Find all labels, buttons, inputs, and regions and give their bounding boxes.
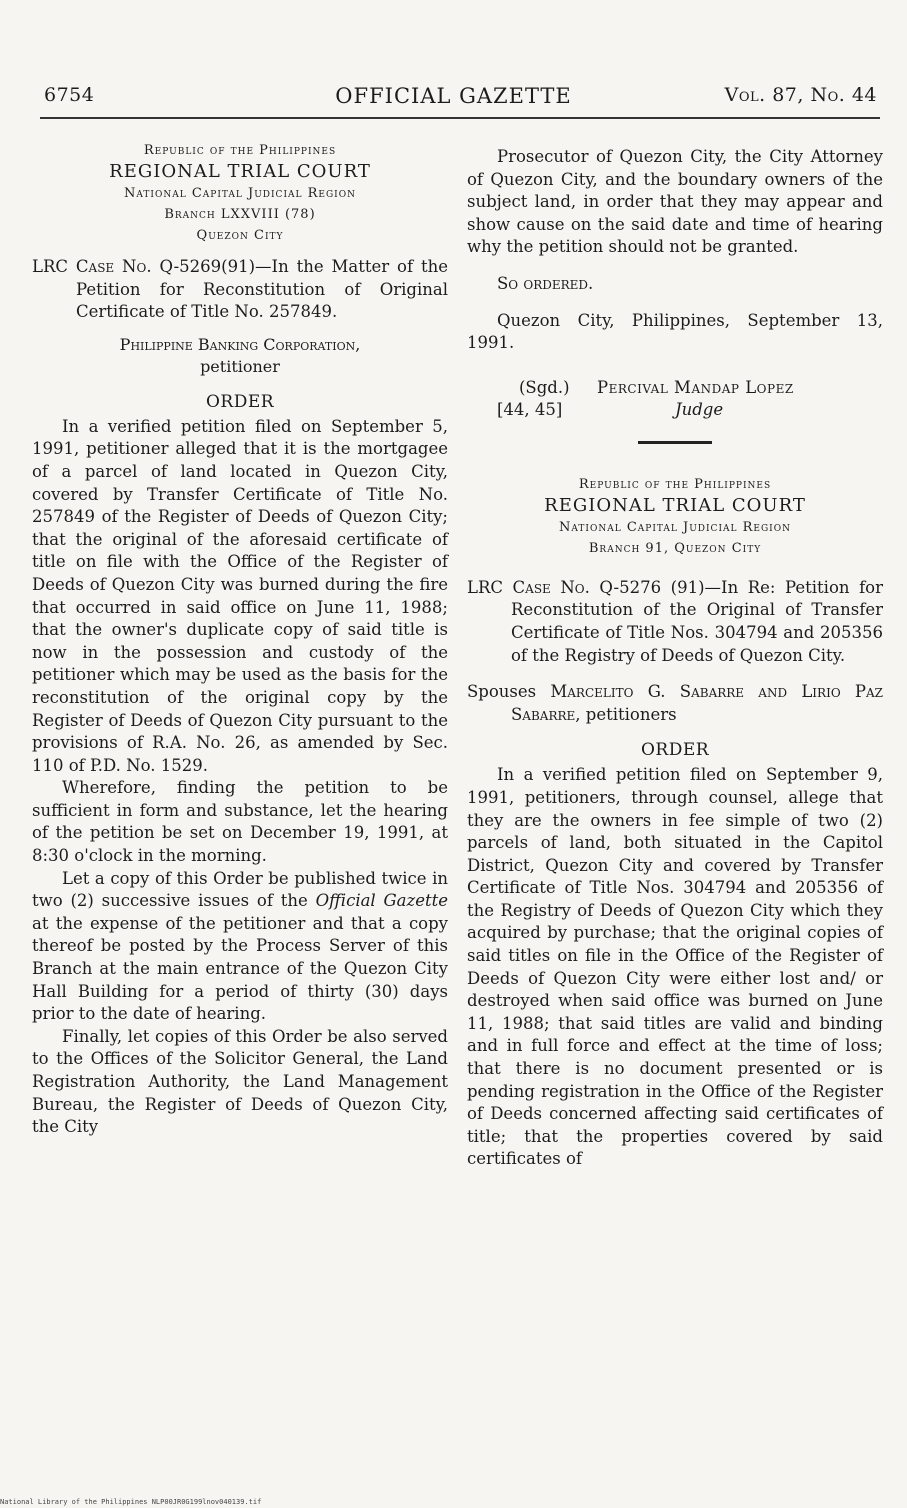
text-span: Let a copy of this Order be published twice in two (2) successive issues of the — [32, 868, 448, 911]
page-number: 6754 — [44, 84, 95, 106]
party-prefix: Spouses — [467, 682, 551, 702]
court-branch: Branch LXXVIII (78) — [164, 207, 316, 222]
case-title — [32, 256, 448, 324]
section-divider — [638, 441, 712, 444]
order-heading: ORDER — [640, 740, 710, 761]
order-paragraph: Prosecutor of Quezon City, the City Attorney of Quezon City, and the boundary owners of the subject land, in order that they may appear and show cause on the said date and time of hearing why the petition should not be granted. — [467, 147, 883, 257]
dateline: Quezon City, Philippines, September 13, 1991. — [467, 310, 883, 353]
court-region: National Capital Judicial Region — [124, 186, 356, 201]
so-ordered: So ordered. — [497, 273, 594, 293]
scan-footer: National Library of the Philippines NLP00JR0G199lnov040139.tif — [0, 1498, 262, 1506]
order-paragraph — [32, 868, 448, 1026]
text-span: at the expense of the petitioner and that a copy thereof be posted by the Process Server of this Branch at the main entrance of the Quezon City Hall Building for a period of thirty (30) days prior to the date of hearing. — [32, 913, 448, 1024]
gazette-title: Official Gazette — [315, 891, 448, 911]
parties — [467, 681, 883, 726]
case-title — [467, 577, 883, 667]
court-heading-left — [32, 140, 448, 246]
publication-title: OFFICIAL GAZETTE — [335, 84, 572, 108]
order-paragraph: In a verified petition filed on September 9, 1991, petitioners, through counsel, allege that they are the owners in fee simple of two (2) parcels of land, both situated in the Capitol District, Quezon City and covered by Transfer Certificate of Title Nos. 304794 and 205356 of the Registry of Deeds of Quezon City which they acquired by purchase; that the original copies of said titles on file in the Office of the Register of Deeds of Quezon City were either lost and/ or destroyed when said office was burned on June 11, 1988; that said titles are valid and binding and in full force and effect at the time of loss; that there is no document presented or is pending registration in the Office of the Register of Deeds concerned affecting said certificates of title; that the properties covered by said certificates of — [467, 765, 883, 1169]
judge-name: Percival Mandap Lopez — [597, 377, 794, 397]
signed-mark: (Sgd.) — [519, 377, 570, 397]
order-heading: ORDER — [205, 391, 275, 412]
petitioner-names: Marcelito G. Sabarre and Lirio Paz Sabarre — [511, 682, 883, 724]
court-name: REGIONAL TRIAL COURT — [544, 494, 806, 516]
header-rule — [40, 117, 880, 119]
order-paragraph: In a verified petition filed on September 5, 1991, petitioner alleged that it is the mortgagee of a parcel of land located in Quezon City, covered by Transfer Certificate of Title No. 257849 of the Register of Deeds of Quezon City; that the original of the aforesaid certificate of title on file with the Office of the Register of Deeds of Quezon City was burned during the fire that occurred in said office on June 11, 1988; that the owner's duplicate copy of said title is now in the possession and custody of the petitioner which may be used as the basis for the reconstitution of the original copy by the Register of Deeds of Quezon City pursuant to the provisions of R.A. No. 26, as amended by Sec. 110 of P.D. No. 1529. — [32, 416, 448, 775]
petitioner-name: Philippine Banking Corporation, — [119, 334, 361, 354]
court-republic: Republic of the Philippines — [143, 143, 337, 158]
order-paragraph: Wherefore, finding the petition to be sufficient in form and substance, let the hearing of the petition be set on December 19, 1991, at 8:30 o'clock in the morning. — [32, 778, 448, 866]
court-city: Quezon City — [196, 228, 284, 243]
court-branch: Branch 91, Quezon City — [588, 540, 762, 556]
left-column — [32, 140, 448, 1139]
case-number: LRC Case No. Q-5276 (91) — [467, 577, 705, 597]
case-number: LRC Case No. Q-5269(91) — [32, 257, 256, 276]
signature-block — [467, 377, 883, 427]
parties — [32, 334, 448, 378]
judge-title: Judge — [675, 399, 724, 419]
order-paragraph: Finally, let copies of this Order be also served to the Offices of the Solicitor General, the Land Registration Authority, the Land Management Bureau, the Register of Deeds of Quezon City, the City — [32, 1026, 448, 1137]
case-description: —In Re: Petition for Reconstitution of the Original of Transfer Certificate of Title Nos. 304794 and 205356 of the Registry of Deeds of Quezon City. — [511, 577, 883, 665]
court-republic: Republic of the Philippines — [578, 476, 772, 492]
volume-info: Vol. 87, No. 44 — [724, 84, 877, 106]
issue-refs: [44, 45] — [497, 399, 563, 419]
right-column — [467, 140, 883, 1171]
case-description: —In the Matter of the Petition for Reconstitution of Original Certificate of Title No. 257849. — [76, 257, 448, 322]
court-name: REGIONAL TRIAL COURT — [109, 161, 371, 182]
court-heading-right — [467, 474, 883, 559]
court-region: National Capital Judicial Region — [559, 519, 791, 535]
petitioner-role: petitioner — [200, 356, 280, 376]
party-suffix: , petitioners — [575, 704, 677, 724]
